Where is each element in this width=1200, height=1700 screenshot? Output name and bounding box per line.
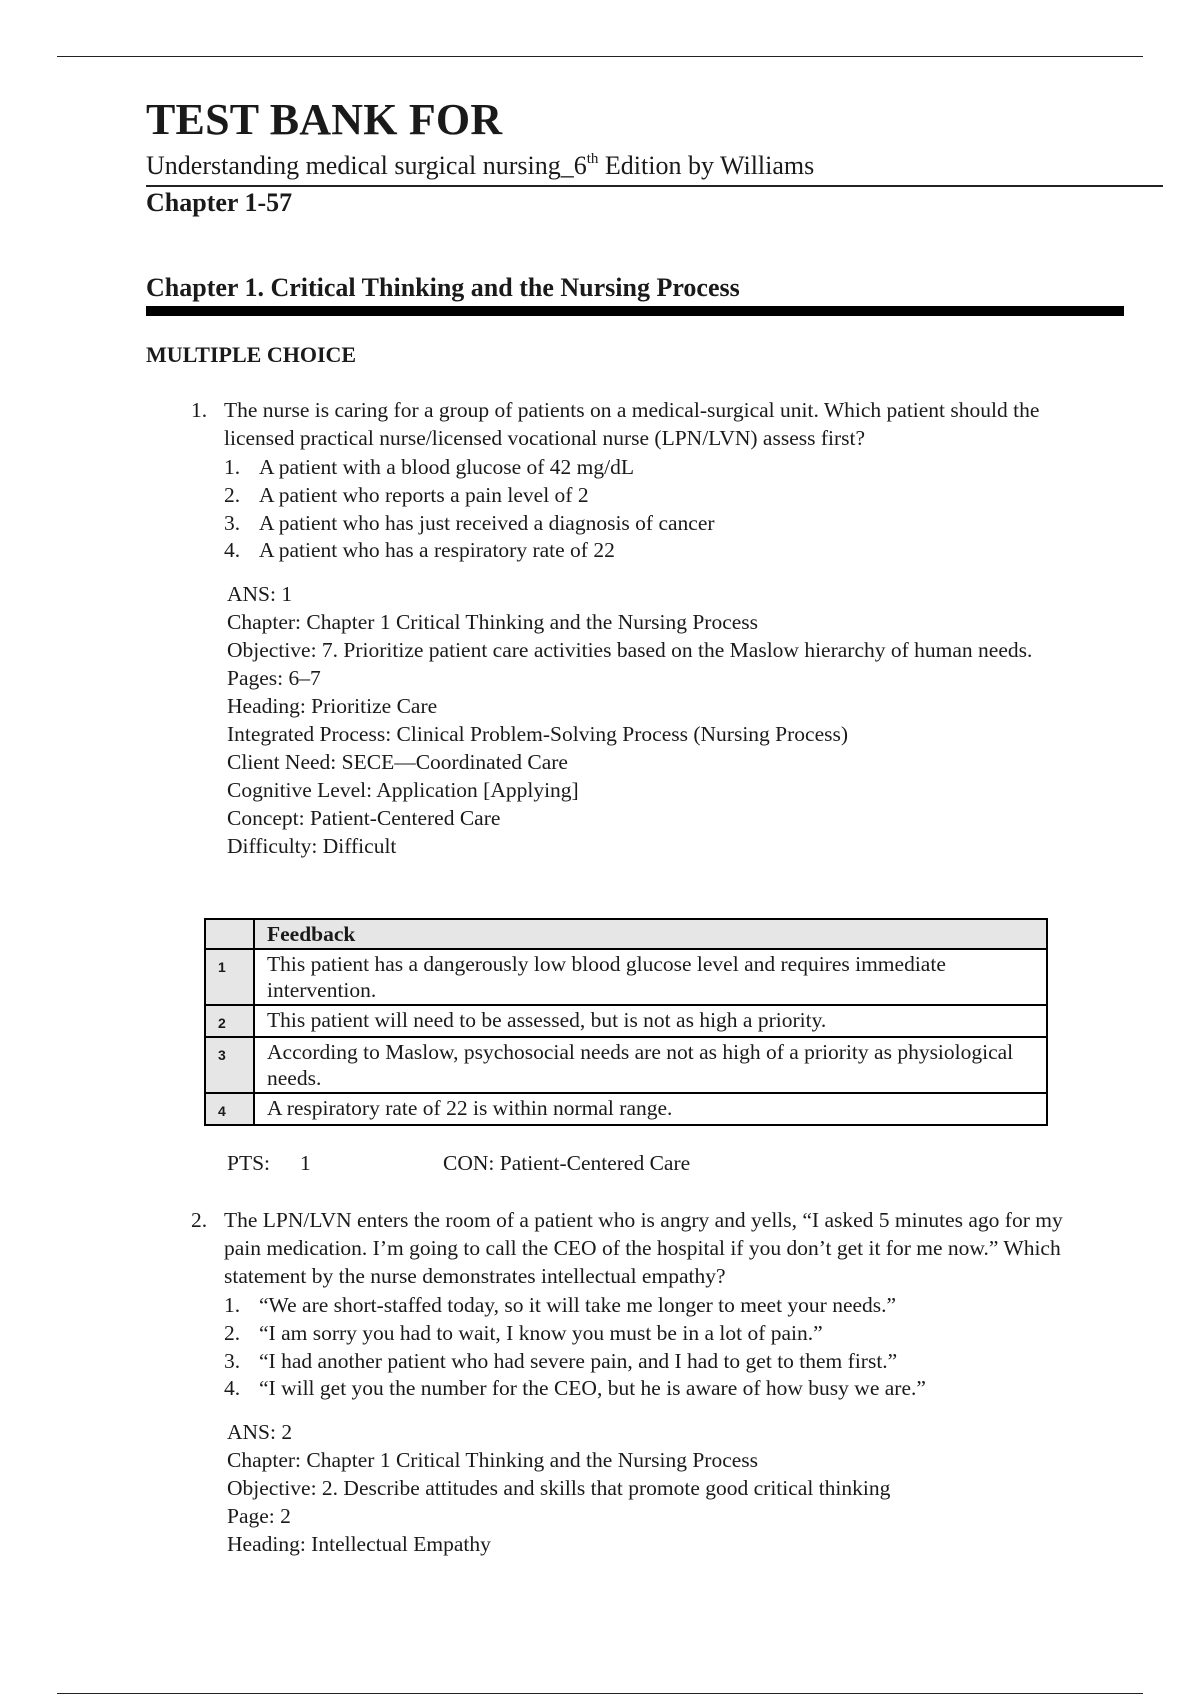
meta-objective: Objective: 2. Describe attitudes and skills that promote good critical thinking <box>227 1476 891 1500</box>
option-number: 2. <box>224 483 241 507</box>
feedback-text: This patient has a dangerously low blood glucose level and requires immediate intervention. <box>254 949 1047 1005</box>
option-text: A patient with a blood glucose of 42 mg/dL <box>259 455 635 479</box>
feedback-text: This patient will need to be assessed, but is not as high a priority. <box>254 1005 1047 1037</box>
meta-concept: Concept: Patient-Centered Care <box>227 806 501 830</box>
meta-page: Page: 2 <box>227 1504 291 1528</box>
answer-key: ANS: 1 <box>227 582 293 606</box>
chapter-divider <box>146 306 1124 316</box>
option-text: A patient who has just received a diagnosis of cancer <box>259 511 715 535</box>
answer-key: ANS: 2 <box>227 1420 293 1444</box>
chapter-range: Chapter 1-57 <box>146 188 293 217</box>
option-number: 1. <box>224 455 241 479</box>
meta-pages: Pages: 6–7 <box>227 666 321 690</box>
meta-cognitive-level: Cognitive Level: Application [Applying] <box>227 778 579 802</box>
document-title: TEST BANK FOR <box>146 95 503 144</box>
concept-tag: CON: Patient-Centered Care <box>443 1151 691 1175</box>
feedback-row <box>205 1005 1047 1037</box>
feedback-row-number: 4 <box>205 1093 254 1125</box>
question-stem: The nurse is caring for a group of patients on a medical-surgical unit. Which patient should the licensed practical nurse/licensed vocational nurse (LPN/LVN) assess first? <box>224 398 1040 450</box>
subtitle-text: Understanding medical surgical nursing_6 <box>146 151 587 180</box>
option-text: “I will get you the number for the CEO, but he is aware of how busy we are.” <box>259 1376 926 1400</box>
option-text: A patient who has a respiratory rate of 22 <box>259 538 615 562</box>
feedback-header-row <box>205 919 1047 949</box>
feedback-text: According to Maslow, psychosocial needs are not as high of a priority as physiological needs. <box>254 1037 1047 1093</box>
option-text: “I had another patient who had severe pain, and I had to get to them first.” <box>259 1349 898 1373</box>
option-text: A patient who reports a pain level of 2 <box>259 483 589 507</box>
chapter-heading: Chapter 1. Critical Thinking and the Nursing Process <box>146 273 740 302</box>
document-subtitle <box>146 150 814 181</box>
option-number: 1. <box>224 1293 241 1317</box>
feedback-text: A respiratory rate of 22 is within normal range. <box>254 1093 1047 1125</box>
question-2 <box>191 1206 1111 1400</box>
points-label: PTS: <box>227 1151 271 1175</box>
feedback-corner-cell <box>205 919 254 949</box>
section-heading: MULTIPLE CHOICE <box>146 342 357 367</box>
bottom-rule <box>57 1693 1143 1694</box>
question-1 <box>191 396 1111 566</box>
meta-client-need: Client Need: SECE—Coordinated Care <box>227 750 568 774</box>
feedback-table <box>204 918 1048 1126</box>
option-text: “I am sorry you had to wait, I know you must be in a lot of pain.” <box>259 1321 823 1345</box>
question-1-metadata <box>227 580 1087 860</box>
meta-heading: Heading: Prioritize Care <box>227 694 438 718</box>
feedback-row-number: 2 <box>205 1005 254 1037</box>
option-number: 3. <box>224 1349 241 1373</box>
option-number: 2. <box>224 1321 241 1345</box>
feedback-row <box>205 1037 1047 1093</box>
subtitle-text-end: Edition by Williams <box>598 151 815 180</box>
option-number: 3. <box>224 511 241 535</box>
meta-chapter: Chapter: Chapter 1 Critical Thinking and the Nursing Process <box>227 610 759 634</box>
meta-heading: Heading: Intellectual Empathy <box>227 1532 491 1556</box>
question-2-metadata <box>227 1418 890 1558</box>
question-number: 1. <box>191 398 208 422</box>
subtitle-superscript: th <box>586 151 599 167</box>
meta-difficulty: Difficulty: Difficult <box>227 834 397 858</box>
question-stem: The LPN/LVN enters the room of a patient who is angry and yells, “I asked 5 minutes ago for my pain medication. I’m going to call the CEO of the hospital if you don’t get it for me now.” Which statement by the nurse demonstrates intellectual empathy? <box>224 1208 1063 1288</box>
points-value: 1 <box>300 1151 311 1175</box>
option-text: “We are short-staffed today, so it will take me longer to meet your needs.” <box>259 1293 897 1317</box>
feedback-row-number: 3 <box>205 1037 254 1093</box>
option-number: 4. <box>224 1376 241 1400</box>
option-number: 4. <box>224 538 241 562</box>
feedback-header: Feedback <box>254 919 1047 949</box>
meta-chapter: Chapter: Chapter 1 Critical Thinking and the Nursing Process <box>227 1448 759 1472</box>
feedback-row-number: 1 <box>205 949 254 1005</box>
feedback-row <box>205 1093 1047 1125</box>
meta-integrated-process: Integrated Process: Clinical Problem-Solving Process (Nursing Process) <box>227 722 849 746</box>
subtitle-rule <box>146 185 1163 187</box>
feedback-row <box>205 949 1047 1005</box>
top-rule <box>57 56 1143 57</box>
points <box>227 1151 311 1176</box>
question-number: 2. <box>191 1208 208 1232</box>
meta-objective: Objective: 7. Prioritize patient care activities based on the Maslow hierarchy of human needs. <box>227 638 1033 662</box>
